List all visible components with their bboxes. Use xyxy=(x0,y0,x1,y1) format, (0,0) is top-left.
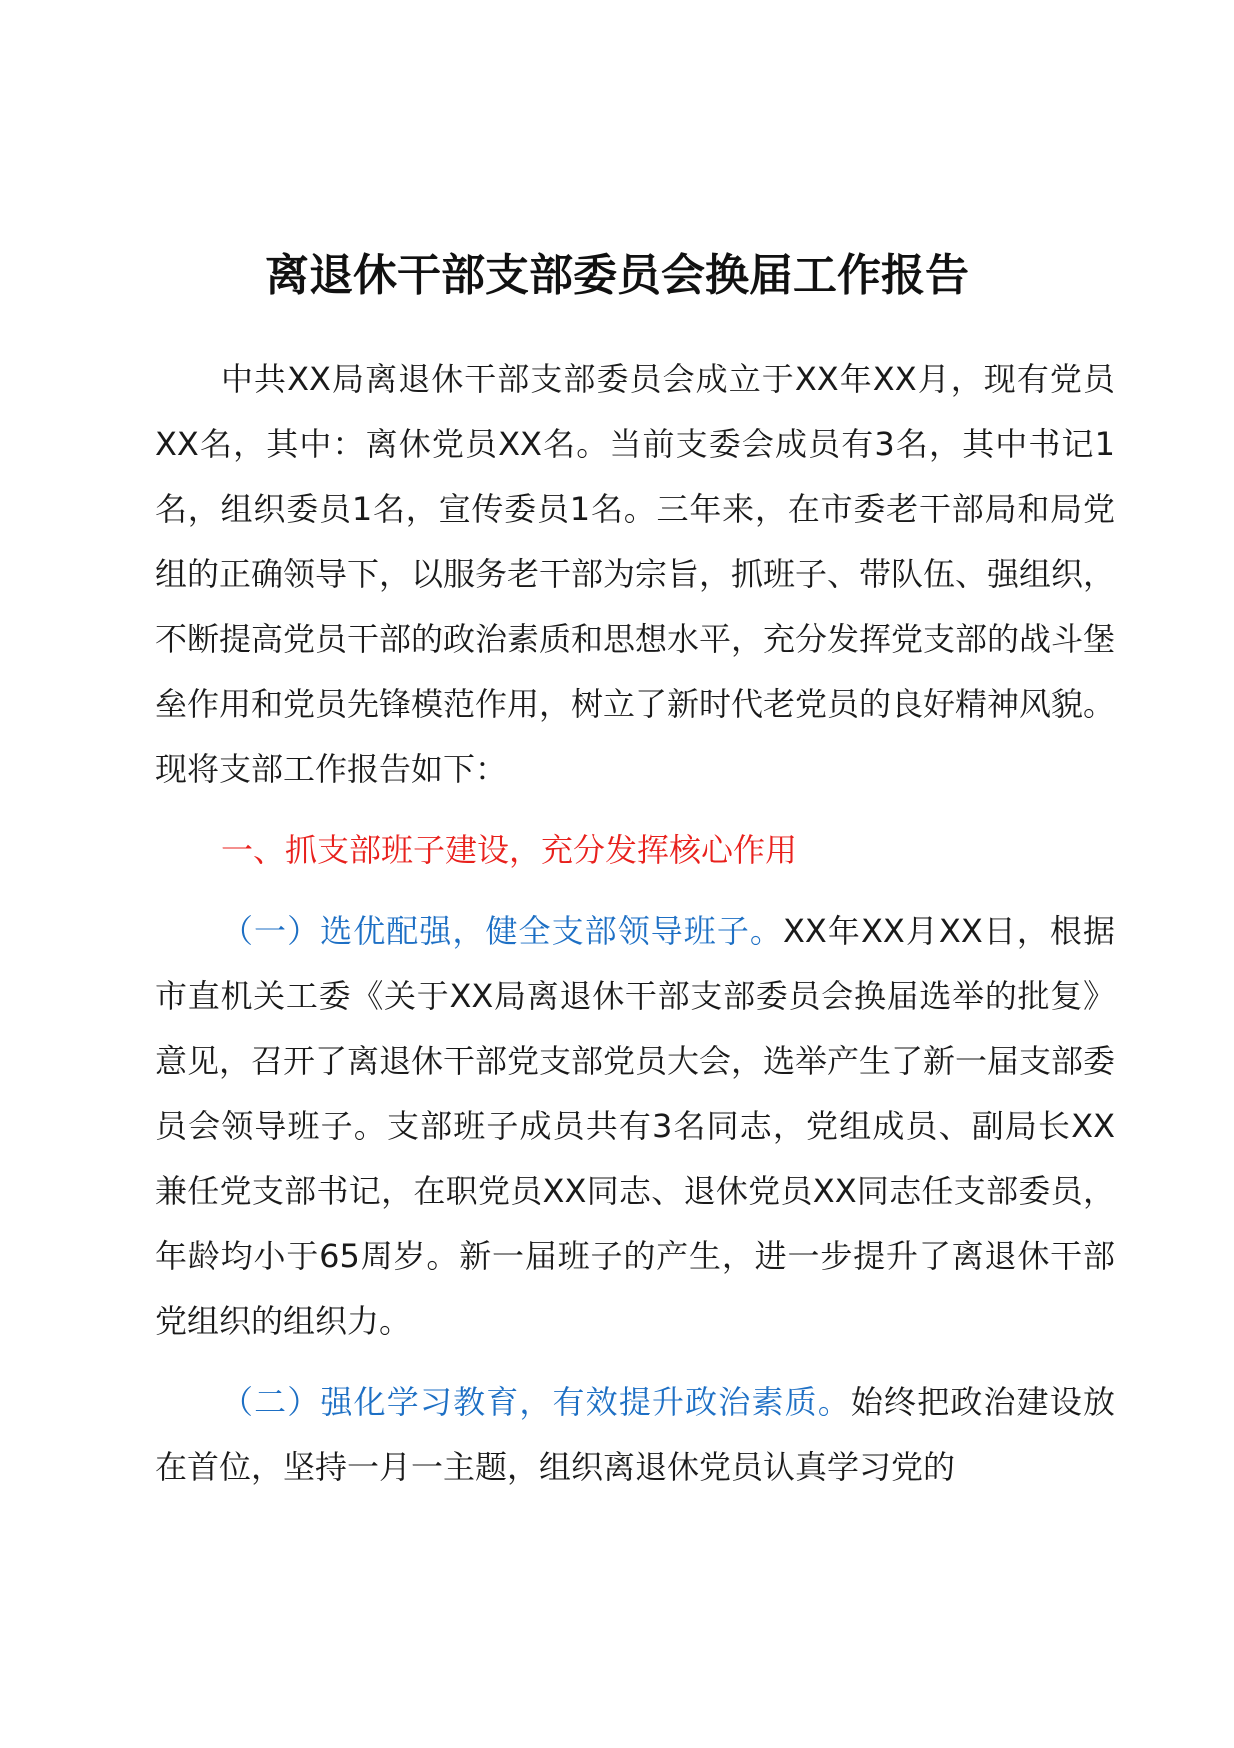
subsection-1-paragraph xyxy=(155,899,1115,1354)
subsection-2-paragraph xyxy=(155,1370,1115,1500)
subsection-2-heading: （二）强化学习教育，有效提升政治素质。 xyxy=(221,1383,851,1421)
document-body xyxy=(155,347,1115,1500)
subsection-1-heading: （一）选优配强，健全支部领导班子。 xyxy=(221,912,783,950)
spacer xyxy=(155,802,1115,818)
spacer xyxy=(155,1354,1115,1370)
section-heading: 一、抓支部班子建设，充分发挥核心作用 xyxy=(221,831,798,869)
subsection-2-text: 始终把政治建设放在首位，坚持一月一主题，组织离退休党员认真学习党的 xyxy=(155,1383,1115,1486)
intro-paragraph: 中共XX局离退休干部支部委员会成立于XX年XX月，现有党员XX名，其中：离休党员XX名。当前支委会成员有3名，其中书记1名，组织委员1名，宣传委员1名。三年来，在市委老干部局和局党组的正确领导下，以服务老干部为宗旨，抓班子、带队伍、强组织，不断提高党员干部的政治素质和思想水平，充分发挥党支部的战斗堡垒作用和党员先锋模范作用，树立了新时代老党员的良好精神风貌。现将支部工作报告如下： xyxy=(155,360,1116,788)
subsection-1-text: XX年XX月XX日，根据市直机关工委《关于XX局离退休干部支部委员会换届选举的批复》意见，召开了离退休干部党支部党员大会，选举产生了新一届支部委员会领导班子。支部班子成员共有3名同志，党组成员、副局长XX兼任党支部书记，在职党员XX同志、退休党员XX同志任支部委员，年龄均小于65周岁。新一届班子的产生，进一步提升了离退休干部党组织的组织力。 xyxy=(155,912,1116,1340)
document-title: 离退休干部支部委员会换届工作报告 xyxy=(265,250,969,301)
spacer xyxy=(155,883,1115,899)
